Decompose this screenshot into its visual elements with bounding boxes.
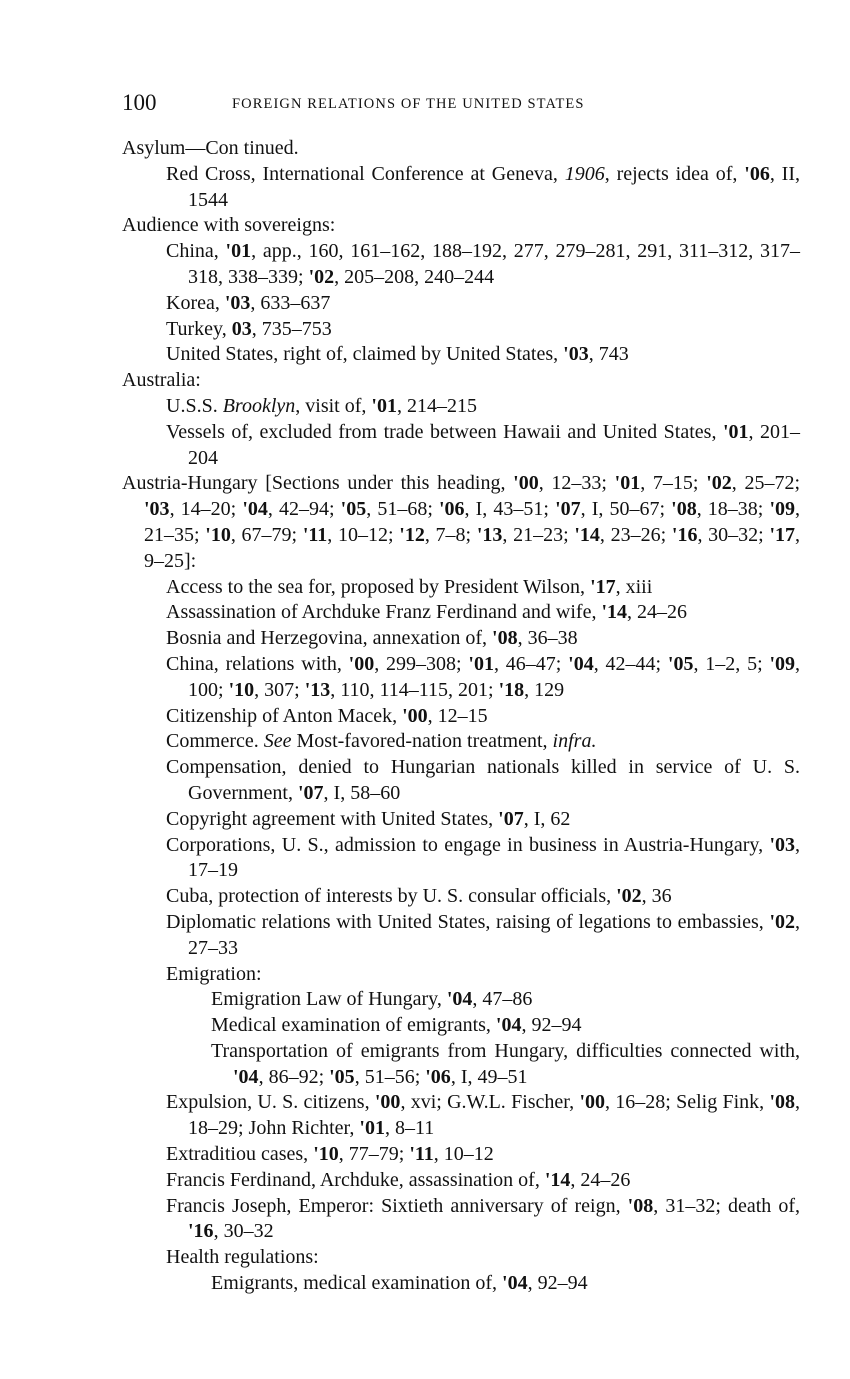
entry-text: , 17–19 — [188, 833, 800, 882]
index-subentry — [122, 291, 800, 317]
volume-year: '01 — [614, 472, 641, 495]
entry-text: , 8–11 — [384, 1117, 435, 1140]
entry-text: , 110, 114–115, 201; — [330, 678, 499, 701]
entry-text: , 16–28; Selig Fink, — [605, 1091, 770, 1114]
entry-text: U.S.S. — [166, 394, 223, 417]
entry-text: Emigrants, medical examination of, — [211, 1272, 503, 1295]
entry-text: , I, 62 — [523, 807, 571, 830]
entry-text: , visit of, — [295, 394, 372, 417]
running-title: FOREIGN RELATIONS OF THE UNITED STATES — [232, 96, 585, 112]
entry-text: , 10–12 — [433, 1143, 494, 1166]
index-subentry — [122, 342, 800, 368]
entry-text: , 47–86 — [472, 988, 533, 1011]
entry-text: , app., 160, 161–162, 188–192, 277, 279–281, 291, 311–312, 317–318, 338–339; — [188, 240, 800, 288]
entry-text: , 67–79; — [230, 523, 303, 546]
index-subentry — [122, 962, 800, 988]
index-heading — [122, 368, 800, 394]
entry-text: , xiii — [615, 575, 653, 598]
volume-year: '16 — [671, 523, 698, 546]
index-subentry — [122, 162, 800, 214]
index-list — [122, 136, 800, 1297]
volume-year: '00 — [579, 1091, 605, 1114]
entry-text: Asylum—Con tinued. — [122, 137, 299, 159]
entry-text: , 18–29; John Richter, — [188, 1091, 801, 1140]
index-heading — [122, 136, 800, 162]
entry-text: , 46–47; — [493, 652, 569, 675]
entry-text: , 743 — [588, 343, 629, 366]
entry-text: , 633–637 — [250, 291, 331, 314]
volume-year: '00 — [348, 652, 375, 675]
index-subentry — [122, 729, 800, 755]
entry-text: , II, 1544 — [188, 162, 800, 211]
entry-text: , 129 — [524, 678, 565, 701]
volume-year: '01 — [359, 1117, 385, 1140]
entry-text: , 31–32; death of, — [653, 1194, 800, 1217]
entry-text: Austria-Hungary [Sections under this heading, — [122, 472, 514, 495]
index-subentry — [122, 575, 800, 601]
volume-year: '04 — [446, 988, 473, 1011]
entry-text: , 7–15; — [640, 472, 707, 495]
entry-text: , 36 — [641, 885, 672, 908]
entry-text: , 9–25]: — [144, 523, 801, 572]
entry-text: , 42–94; — [267, 498, 341, 521]
entry-text: Korea, — [166, 291, 225, 314]
entry-text: Transportation of emigrants from Hungary, difficulties connected with, — [211, 1039, 800, 1062]
volume-year: '05 — [329, 1065, 355, 1088]
index-subentry — [122, 755, 800, 807]
index-subentry — [122, 652, 800, 704]
volume-year: '10 — [205, 523, 231, 546]
entry-text: , 51–56; — [354, 1065, 426, 1088]
volume-year: '08 — [627, 1194, 654, 1217]
volume-year: '08 — [769, 1091, 796, 1114]
volume-year: '02 — [769, 910, 795, 933]
volume-year: '03 — [224, 291, 251, 314]
entry-text: , 14–20; — [169, 498, 243, 521]
volume-year: '17 — [590, 575, 616, 598]
index-heading — [122, 471, 800, 574]
page-header — [122, 88, 802, 118]
volume-year: '04 — [495, 1014, 522, 1037]
entry-text: , 100; — [188, 652, 801, 701]
index-subentry — [122, 1194, 800, 1246]
volume-year: '12 — [399, 523, 425, 546]
entry-text: Bosnia and Herzegovina, annexation of, — [166, 627, 493, 650]
entry-text: , 205–208, 240–244 — [334, 265, 495, 288]
volume-year: '00 — [374, 1091, 401, 1114]
entry-text: , 86–92; — [258, 1065, 330, 1088]
volume-year: '06 — [438, 498, 465, 521]
italic-text: See — [263, 730, 292, 753]
entry-text: , 92–94 — [521, 1014, 582, 1037]
volume-year: '11 — [302, 523, 328, 546]
entry-text: , xvi; G.W.L. Fischer, — [400, 1091, 580, 1114]
entry-text: , 307; — [254, 678, 305, 701]
index-subentry — [122, 420, 800, 472]
entry-text: , 1–2, 5; — [693, 652, 770, 675]
volume-year: '10 — [228, 678, 255, 701]
volume-year: '08 — [671, 498, 697, 521]
index-subsubentry — [122, 987, 800, 1013]
entry-text: , 30–32; — [697, 523, 770, 546]
volume-year: '10 — [313, 1143, 339, 1166]
volume-year: '08 — [492, 627, 518, 650]
index-subentry — [122, 833, 800, 885]
volume-year: '02 — [308, 265, 335, 288]
volume-year: '03 — [144, 498, 170, 521]
entry-text: Diplomatic relations with United States, raising of legations to embassies, — [166, 910, 770, 933]
volume-year: '04 — [568, 652, 594, 675]
entry-text: Extraditiou cases, — [166, 1143, 314, 1166]
entry-text: Medical examination of emigrants, — [211, 1014, 496, 1037]
entry-text: , 299–308; — [374, 652, 469, 675]
entry-text: Commerce. — [166, 730, 264, 753]
italic-text: infra. — [552, 730, 597, 753]
entry-text: Citizenship of Anton Macek, — [166, 704, 403, 727]
entry-text: , 18–38; — [696, 498, 770, 521]
volume-year: '01 — [225, 240, 252, 263]
italic-text: Brooklyn — [222, 394, 296, 417]
entry-text: Most-favored-nation treatment, — [291, 730, 553, 753]
entry-text: Compensation, denied to Hungarian nationals killed in service of U. S. Government, — [166, 756, 800, 804]
volume-year: '03 — [563, 343, 589, 366]
entry-text: , 24–26 — [570, 1168, 631, 1191]
volume-year: '07 — [498, 807, 524, 830]
index-subsubentry — [122, 1039, 800, 1091]
volume-year: '04 — [233, 1065, 259, 1088]
index-subentry — [122, 394, 800, 420]
index-subentry — [122, 317, 800, 343]
volume-year: '01 — [722, 420, 749, 443]
volume-year: '17 — [769, 523, 796, 546]
volume-year: '04 — [502, 1272, 528, 1295]
entry-text: , 201–204 — [188, 420, 800, 469]
volume-year: '09 — [769, 498, 796, 521]
entry-text: , 25–72; — [731, 472, 800, 495]
entry-text: , 27–33 — [188, 910, 800, 959]
volume-year: '06 — [744, 162, 770, 185]
entry-text: Corporations, U. S., admission to engage in business in Austria-Hungary, — [166, 833, 770, 856]
volume-year: '14 — [574, 523, 600, 546]
entry-text: , 77–79; — [338, 1143, 410, 1166]
volume-year: '09 — [769, 652, 796, 675]
volume-year: '13 — [304, 678, 331, 701]
entry-text: Access to the sea for, proposed by President Wilson, — [166, 575, 591, 598]
entry-text: Expulsion, U. S. citizens, — [166, 1091, 375, 1114]
entry-text: , 735–753 — [251, 317, 332, 340]
entry-text: , 12–15 — [427, 704, 488, 727]
entry-text: China, relations with, — [166, 652, 349, 675]
entry-text: Vessels of, excluded from trade between Hawaii and United States, — [166, 420, 723, 443]
volume-year: '16 — [188, 1220, 214, 1243]
page-number: 100 — [122, 90, 157, 115]
entry-text: , 10–12; — [327, 523, 400, 546]
index-subsubentry — [122, 1271, 800, 1297]
index-subentry — [122, 807, 800, 833]
entry-text: Emigration: — [166, 962, 262, 985]
entry-text: Cuba, protection of interests by U. S. consular officials, — [166, 885, 617, 908]
volume-year: '02 — [616, 885, 642, 908]
volume-year: '03 — [769, 833, 795, 856]
volume-year: '14 — [544, 1168, 571, 1191]
entry-text: Australia: — [122, 369, 201, 392]
volume-year: '02 — [706, 472, 732, 495]
volume-year: '05 — [340, 498, 367, 521]
index-subentry — [122, 910, 800, 962]
entry-text: Turkey, — [166, 317, 232, 340]
volume-year: '01 — [371, 394, 397, 417]
entry-text: , rejects idea of, — [604, 162, 745, 185]
entry-text: , 30–32 — [213, 1220, 274, 1243]
entry-text: Red Cross, International Conference at Geneva, — [166, 162, 565, 185]
volume-year: 03 — [231, 317, 252, 340]
italic-text: 1906 — [564, 162, 605, 185]
volume-year: '06 — [425, 1065, 451, 1088]
index-subentry — [122, 600, 800, 626]
volume-year: '13 — [476, 523, 503, 546]
volume-year: '00 — [513, 472, 539, 495]
entry-text: Francis Ferdinand, Archduke, assassination of, — [166, 1168, 545, 1191]
volume-year: '01 — [468, 652, 494, 675]
entry-text: Assassination of Archduke Franz Ferdinand and wife, — [166, 601, 602, 624]
volume-year: '18 — [498, 678, 525, 701]
entry-text: , I, 58–60 — [323, 781, 401, 804]
entry-text: , 214–215 — [396, 394, 477, 417]
index-subentry — [122, 1090, 800, 1142]
volume-year: '07 — [555, 498, 581, 521]
entry-text: , 24–26 — [627, 601, 688, 624]
entry-text: , 7–8; — [424, 523, 477, 546]
volume-year: '14 — [601, 601, 628, 624]
volume-year: '05 — [667, 652, 694, 675]
index-heading — [122, 213, 800, 239]
volume-year: '11 — [409, 1143, 434, 1166]
entry-text: , I, 49–51 — [450, 1065, 528, 1088]
entry-text: United States, right of, claimed by United States, — [166, 343, 564, 366]
entry-text: , 42–44; — [593, 652, 668, 675]
entry-text: Audience with sovereigns: — [122, 214, 336, 237]
entry-text: , 23–26; — [599, 523, 672, 546]
entry-text: , 12–33; — [538, 472, 615, 495]
index-subentry — [122, 884, 800, 910]
index-subentry — [122, 704, 800, 730]
index-subentry — [122, 1142, 800, 1168]
entry-text: Francis Joseph, Emperor: Sixtieth anniversary of reign, — [166, 1194, 628, 1217]
volume-year: '00 — [402, 704, 428, 727]
entry-text: , 21–23; — [502, 523, 575, 546]
index-subentry — [122, 1168, 800, 1194]
entry-text: , I, 50–67; — [580, 498, 672, 521]
entry-text: Copyright agreement with United States, — [166, 807, 499, 830]
index-subsubentry — [122, 1013, 800, 1039]
entry-text: , 21–35; — [144, 498, 801, 546]
volume-year: '07 — [297, 781, 324, 804]
entry-text: , I, 43–51; — [464, 498, 556, 521]
entry-text: , 51–68; — [366, 498, 439, 521]
entry-text: , 92–94 — [527, 1272, 588, 1295]
index-subentry — [122, 626, 800, 652]
index-subentry — [122, 1245, 800, 1271]
entry-text: Emigration Law of Hungary, — [211, 988, 447, 1011]
entry-text: China, — [166, 240, 226, 263]
entry-text: Health regulations: — [166, 1246, 319, 1269]
index-subentry — [122, 239, 800, 291]
entry-text: , 36–38 — [517, 627, 578, 650]
volume-year: '04 — [242, 498, 268, 521]
